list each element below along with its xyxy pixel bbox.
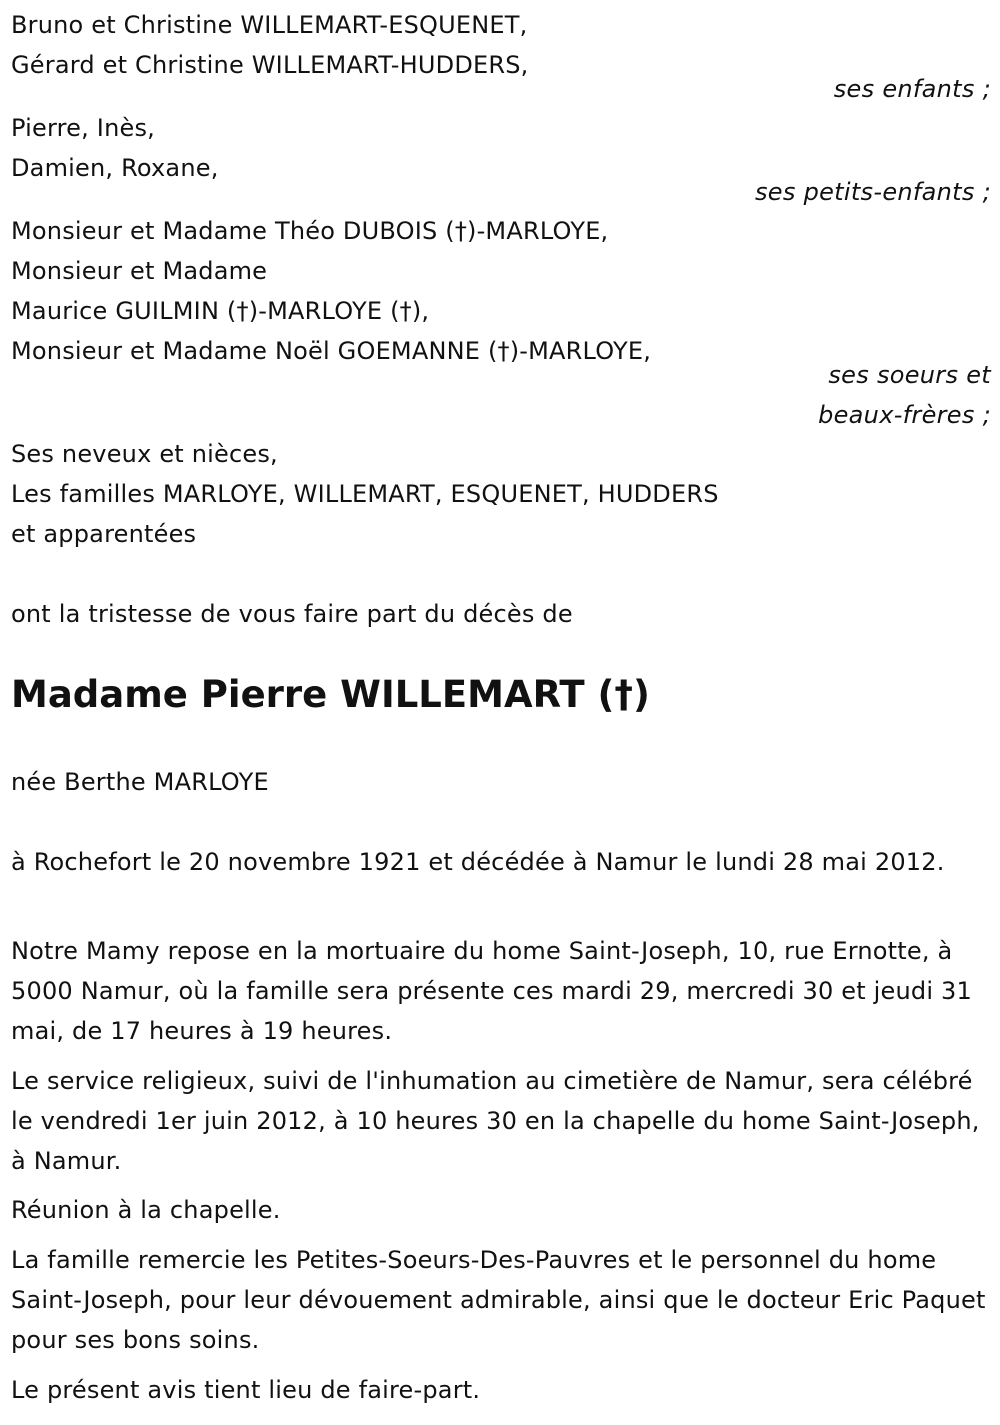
relatives-line: et apparentées [11, 520, 197, 548]
sibling-line: Monsieur et Madame Noël GOEMANNE (†)-MARLOYE, [11, 337, 652, 365]
relatives-line: Ses neveux et nièces, [11, 440, 278, 468]
sibling-line: Monsieur et Madame [11, 257, 268, 285]
announcement: ont la tristesse de vous faire part du décès de [11, 600, 573, 628]
child-line: Gérard et Christine WILLEMART-HUDDERS, [11, 51, 529, 79]
service-paragraph: Le service religieux, suivi de l'inhumation au cimetière de Namur, sera célébré le vendredi 1er juin 2012, à 10 heures 30 en la chapelle du home Saint-Joseph, à Namur. [11, 1067, 980, 1175]
viewing-paragraph: Notre Mamy repose en la mortuaire du home Saint-Joseph, 10, rue Ernotte, à 5000 Namur, où la famille sera présente ces mardi 29, mercredi 30 et jeudi 31 mai, de 17 heures à 19 heures. [11, 937, 972, 1045]
grandchild-line: Pierre, Inès, [11, 114, 155, 142]
meeting-paragraph: Réunion à la chapelle. [11, 1196, 281, 1224]
role-children: ses enfants ; [833, 75, 991, 103]
role-grandchildren: ses petits-enfants ; [754, 178, 991, 206]
birth-death-paragraph: à Rochefort le 20 novembre 1921 et décédée à Namur le lundi 28 mai 2012. [11, 848, 945, 876]
child-line: Bruno et Christine WILLEMART-ESQUENET, [11, 11, 528, 39]
closing-paragraph: Le présent avis tient lieu de faire-part. [11, 1376, 481, 1404]
maiden-name: née Berthe MARLOYE [11, 768, 269, 796]
role-siblings-line1: ses soeurs et [828, 361, 991, 389]
deceased-name: Madame Pierre WILLEMART (†) [11, 673, 650, 716]
sibling-line: Monsieur et Madame Théo DUBOIS (†)-MARLOYE, [11, 217, 609, 245]
grandchild-line: Damien, Roxane, [11, 154, 219, 182]
relatives-line: Les familles MARLOYE, WILLEMART, ESQUENET, HUDDERS [11, 480, 719, 508]
sibling-line: Maurice GUILMIN (†)-MARLOYE (†), [11, 297, 430, 325]
thanks-paragraph: La famille remercie les Petites-Soeurs-Des-Pauvres et le personnel du home Saint-Joseph, pour leur dévouement admirable, ainsi que le docteur Eric Paquet pour ses bons soins. [11, 1246, 986, 1354]
role-siblings-line2: beaux-frères ; [818, 401, 991, 429]
